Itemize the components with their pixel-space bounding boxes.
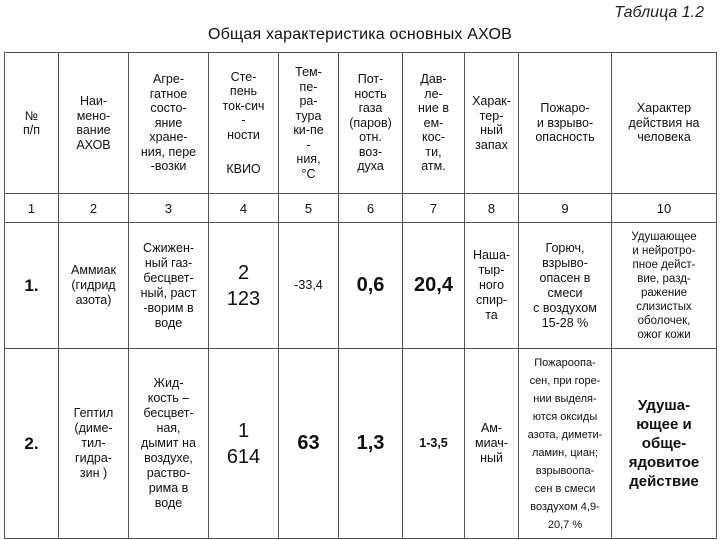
human-effect: Удушающее и нейротро- пное дейст- вие, разд- ражение слизистых оболочек, ожог кожи	[612, 223, 717, 349]
column-number: 8	[465, 194, 519, 223]
row-num: 1.	[5, 223, 59, 349]
header-kvio: КВИО	[226, 162, 261, 176]
gas-density: 0,6	[339, 223, 403, 349]
fire-hazard: Пожароопа- сен, при горе- нии выделя- ются оксиды азота, димети- ламин, циан; взрывоопа- сен в смеси воздухом 4,9- 20,7 %	[519, 349, 612, 539]
ahov-characteristics-table	[4, 52, 717, 539]
column-number: 5	[279, 194, 339, 223]
table-row-heptyl	[5, 349, 717, 539]
boiling-temperature: 63	[279, 349, 339, 539]
column-number: 3	[129, 194, 209, 223]
column-number: 10	[612, 194, 717, 223]
column-number-row	[5, 194, 717, 223]
header-action: Характер действия на человека	[612, 53, 717, 194]
row-num: 2.	[5, 349, 59, 539]
vessel-pressure: 1-3,5	[403, 349, 465, 539]
header-row	[5, 53, 717, 194]
header-density: Пот- ность газа (паров) отн. воз- духа	[339, 53, 403, 194]
characteristic-smell: Наша- тыр- ного спир- та	[465, 223, 519, 349]
header-degree-text: Сте- пень ток-сич - ности	[222, 69, 265, 142]
aggregate-state: Сжижен- ный газ- бесцвет- ный, раст -ворим в воде	[129, 223, 209, 349]
fire-hazard: Горюч, взрыво- опасен в смеси с воздухом 15-28 %	[519, 223, 612, 349]
column-number: 1	[5, 194, 59, 223]
column-number: 9	[519, 194, 612, 223]
substance-name: Аммиак (гидрид азота)	[59, 223, 129, 349]
toxicity-degree: 2 123	[209, 223, 279, 349]
toxicity-degree: 1 614	[209, 349, 279, 539]
header-state: Агре- гатное состо- яние хране- ния, пере -возки	[129, 53, 209, 194]
column-number: 7	[403, 194, 465, 223]
header-pressure: Дав- ле- ние в ем- кос- ти, атм.	[403, 53, 465, 194]
header-fire: Пожаро- и взрыво- опасность	[519, 53, 612, 194]
aggregate-state: Жид- кость – бесцвет- ная, дымит на воздухе, раство- рима в воде	[129, 349, 209, 539]
column-number: 2	[59, 194, 129, 223]
table-row-ammonia	[5, 223, 717, 349]
header-num: № п/п	[5, 53, 59, 194]
header-smell: Харак- тер- ный запах	[465, 53, 519, 194]
gas-density: 1,3	[339, 349, 403, 539]
substance-name: Гептил (диме- тил- гидра- зин )	[59, 349, 129, 539]
table-number-label: Таблица 1.2	[614, 4, 704, 21]
column-number: 4	[209, 194, 279, 223]
human-effect: Удуша- ющее и обще- ядовитое действие	[612, 349, 717, 539]
vessel-pressure: 20,4	[403, 223, 465, 349]
header-name: Наи- мено- вание АХОВ	[59, 53, 129, 194]
boiling-temperature: -33,4	[279, 223, 339, 349]
characteristic-smell: Ам- миач- ный	[465, 349, 519, 539]
header-degree	[209, 53, 279, 194]
table-title: Общая характеристика основных АХОВ	[208, 26, 512, 43]
column-number: 6	[339, 194, 403, 223]
header-temp: Тем- пе- ра- тура ки-пе - ния, °С	[279, 53, 339, 194]
